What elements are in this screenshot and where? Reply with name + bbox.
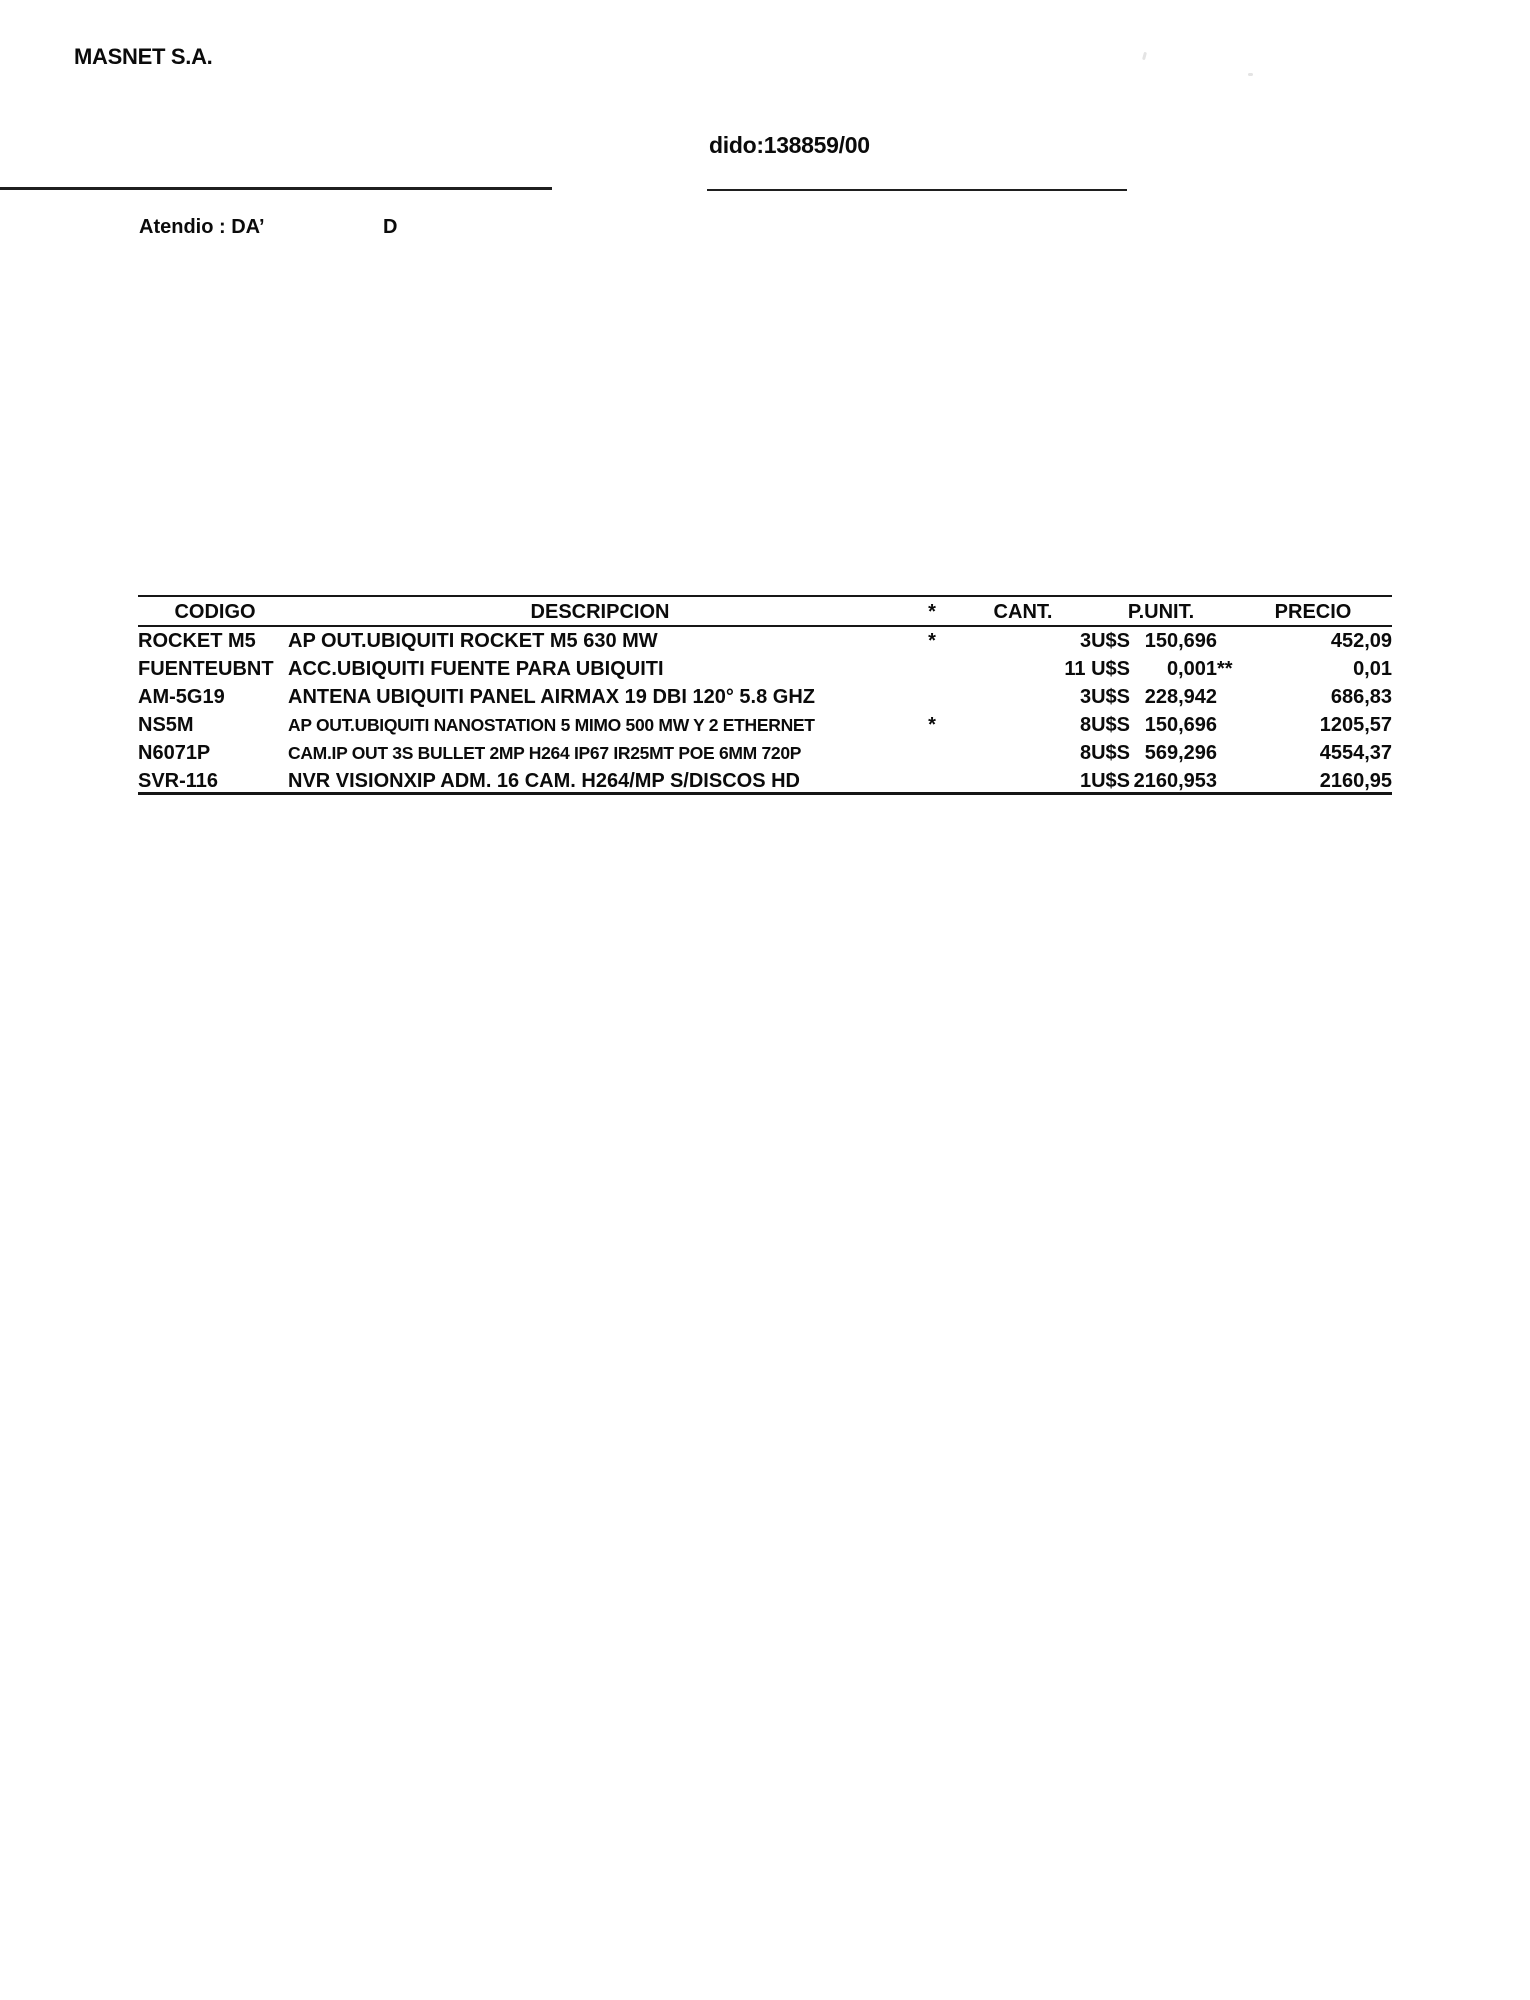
column-header-unit-price: P.UNIT. [1127, 601, 1195, 623]
table-row [138, 767, 1392, 795]
company-name: MASNET S.A. [74, 44, 213, 69]
item-description: AP OUT.UBIQUITI NANOSTATION 5 MIMO 500 MW Y 2 ETHERNET [288, 715, 815, 735]
item-code: SVR-116 [138, 770, 219, 792]
item-quantity: 3U$S [1079, 686, 1130, 708]
column-header-code: CODIGO [174, 601, 256, 623]
item-quantity: 8U$S [1079, 742, 1130, 764]
item-unit-price [1166, 655, 1233, 683]
unit-price-value: 150,696 [1144, 714, 1217, 736]
item-quantity: 1U$S [1079, 770, 1130, 792]
unit-price-value: 228,942 [1144, 686, 1217, 708]
item-description: NVR VISIONXIP ADM. 16 CAM. H264/MP S/DISCOS HD [288, 770, 800, 792]
item-total: 1205,57 [1319, 714, 1392, 736]
item-unit-price [1145, 683, 1217, 711]
column-header-quantity: CANT. [993, 601, 1053, 623]
attended-by-extra: D [383, 216, 398, 238]
table-top-rule [138, 595, 1392, 597]
item-description: CAM.IP OUT 3S BULLET 2MP H264 IP67 IR25MT POE 6MM 720P [288, 743, 802, 763]
item-unit-price [1145, 739, 1217, 767]
table-header-row [138, 599, 1392, 625]
unit-price-value: 0,001 [1166, 658, 1217, 680]
column-header-description: DESCRIPCION [530, 601, 670, 623]
item-flag: * [928, 630, 936, 652]
unit-price-value: 569,296 [1144, 742, 1217, 764]
item-total: 0,01 [1353, 658, 1392, 680]
attended-by-label: Atendio : DA’ [139, 216, 265, 238]
table-row [138, 683, 1392, 711]
item-description: ANTENA UBIQUITI PANEL AIRMAX 19 DBI 120° 5.8 GHZ [288, 686, 815, 708]
table-row [138, 655, 1392, 683]
items-table [138, 595, 1392, 797]
item-code: AM-5G19 [138, 686, 225, 708]
column-header-total: PRECIO [1274, 601, 1352, 623]
unit-price-value: 2160,953 [1133, 770, 1217, 792]
item-total: 2160,95 [1319, 770, 1392, 792]
item-code: ROCKET M5 [138, 630, 256, 652]
item-description: AP OUT.UBIQUITI ROCKET M5 630 MW [288, 630, 658, 652]
column-header-flag: * [928, 601, 936, 623]
order-number: dido:138859/00 [709, 132, 870, 158]
item-code: N6071P [138, 742, 211, 764]
unit-price-mark: ** [1217, 658, 1233, 680]
item-code: NS5M [138, 714, 194, 736]
right-rule [707, 189, 1127, 191]
item-unit-price [1145, 627, 1217, 655]
left-rule [0, 187, 552, 190]
item-unit-price [1134, 767, 1217, 795]
item-quantity: 8U$S [1079, 714, 1130, 736]
item-total: 4554,37 [1319, 742, 1392, 764]
table-row [138, 711, 1392, 739]
item-unit-price [1145, 711, 1217, 739]
item-quantity: 11 U$S [1064, 658, 1130, 680]
scan-artifact [1142, 52, 1147, 61]
item-flag: * [928, 714, 936, 736]
table-row [138, 627, 1392, 655]
table-row [138, 739, 1392, 767]
item-total: 686,83 [1330, 686, 1392, 708]
item-description: ACC.UBIQUITI FUENTE PARA UBIQUITI [288, 658, 664, 680]
item-code: FUENTEUBNT [138, 658, 274, 680]
scan-artifact [1248, 73, 1253, 76]
unit-price-value: 150,696 [1144, 630, 1217, 652]
item-quantity: 3U$S [1079, 630, 1130, 652]
item-total: 452,09 [1330, 630, 1392, 652]
table-bottom-rule [138, 792, 1392, 795]
